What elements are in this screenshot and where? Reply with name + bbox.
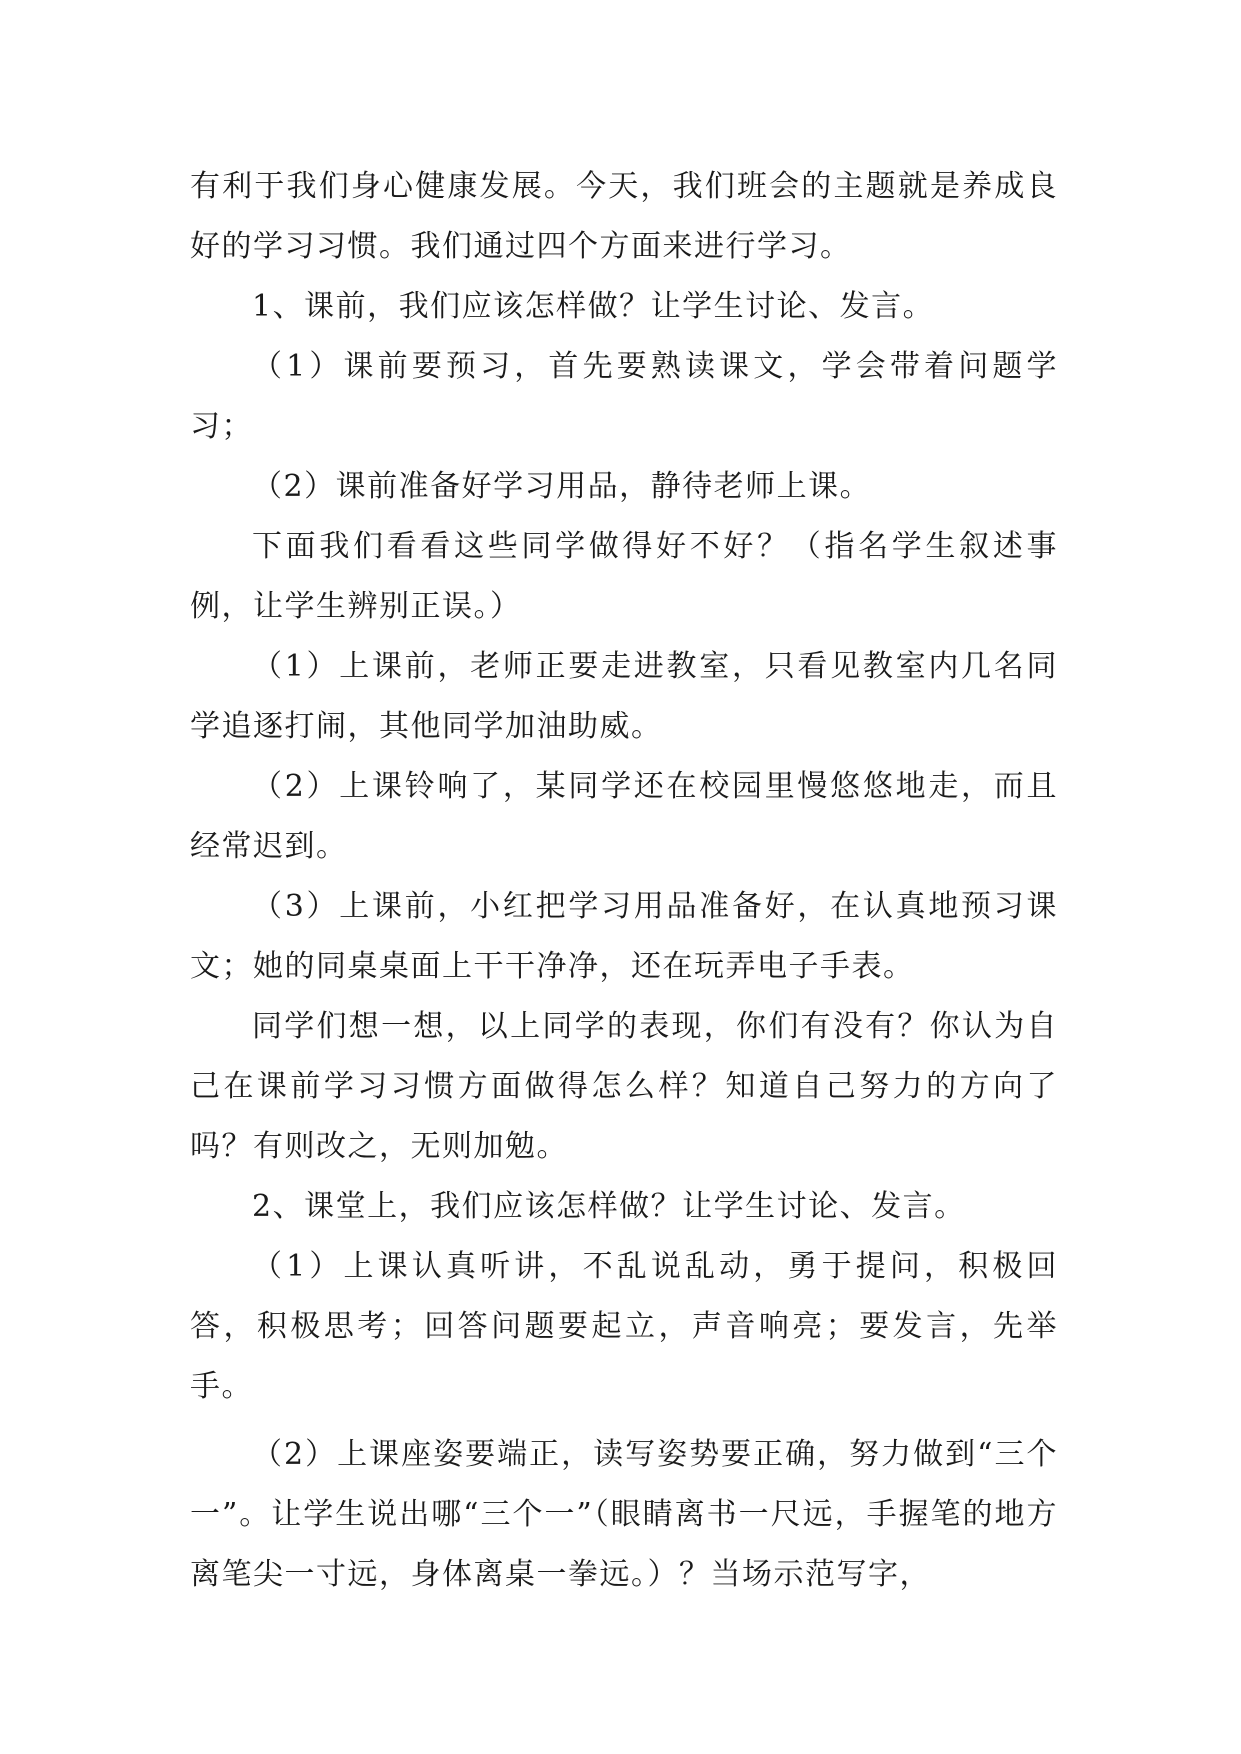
- paragraph-5: 下面我们看看这些同学做得好不好？（指名学生叙述事例，让学生辨别正误。）: [190, 529, 1058, 624]
- document-body: [190, 157, 1058, 1605]
- paragraph-10: 2、课堂上，我们应该怎样做？让学生讨论、发言。: [252, 1189, 966, 1224]
- paragraph-2: 1、课前，我们应该怎样做？让学生讨论、发言。: [252, 289, 935, 324]
- paragraph-12: （2）上课座姿要端正，读写姿势要正确，努力做到“三个一”。让学生说出哪“三个一”（眼睛离书一尺远，手握笔的地方离笔尖一寸远，身体离桌一拳远。）？当场示范写字，: [190, 1437, 1058, 1592]
- paragraph-11: （1）上课认真听讲，不乱说乱动，勇于提问，积极回答，积极思考；回答问题要起立，声音响亮；要发言，先举手。: [190, 1249, 1058, 1404]
- paragraph-7: （2）上课铃响了，某同学还在校园里慢悠悠地走，而且经常迟到。: [190, 769, 1058, 864]
- paragraph-3: （1）课前要预习，首先要熟读课文，学会带着问题学习；: [190, 349, 1058, 444]
- paragraph-8: （3）上课前，小红把学习用品准备好，在认真地预习课文；她的同桌桌面上干干净净，还在玩弄电子手表。: [190, 889, 1058, 984]
- paragraph-6: （1）上课前，老师正要走进教室，只看见教室内几名同学追逐打闹，其他同学加油助威。: [190, 649, 1058, 744]
- paragraph-9: 同学们想一想，以上同学的表现，你们有没有？你认为自己在课前学习习惯方面做得怎么样？知道自己努力的方向了吗？有则改之，无则加勉。: [190, 1009, 1058, 1164]
- paragraph-4: （2）课前准备好学习用品，静待老师上课。: [252, 469, 872, 504]
- paragraph-1: 有利于我们身心健康发展。今天，我们班会的主题就是养成良好的学习习惯。我们通过四个方面来进行学习。: [190, 169, 1058, 264]
